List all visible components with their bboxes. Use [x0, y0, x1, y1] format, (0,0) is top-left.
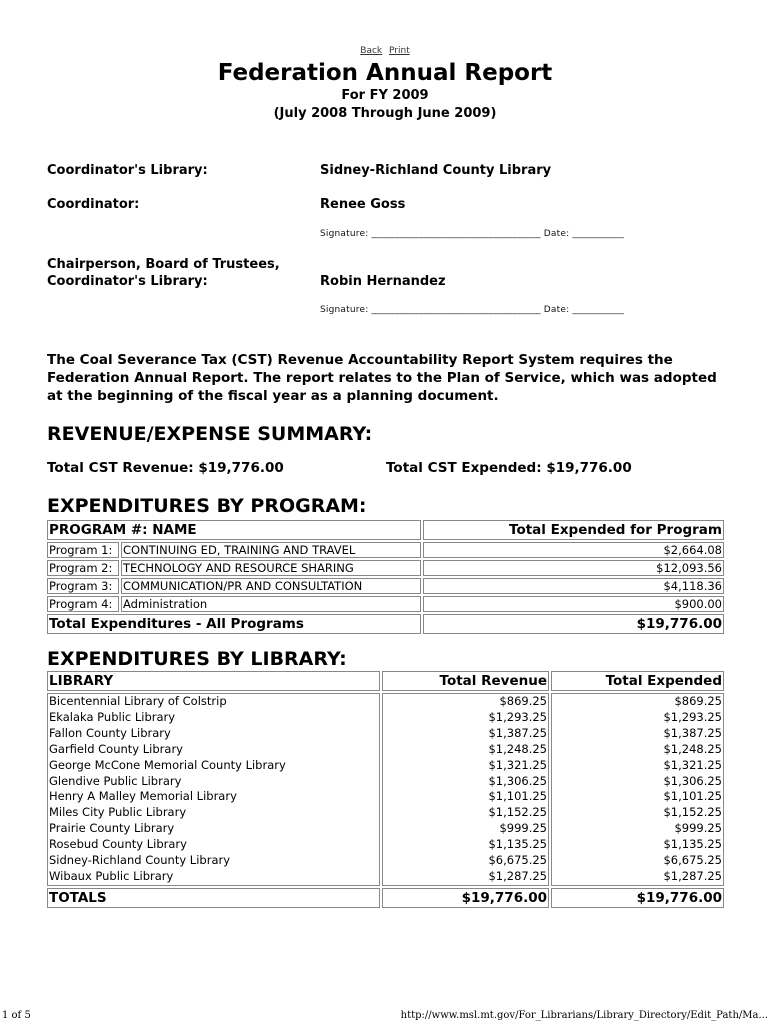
- library-expended: $1,248.25: [663, 741, 722, 756]
- library-revenue: $869.25: [499, 694, 547, 708]
- revenue-header: Total Revenue: [382, 671, 549, 691]
- libraries-body-row: [47, 693, 724, 886]
- library-name: Wibaux Public Library: [49, 868, 174, 883]
- library-revenue: $1,287.25: [488, 868, 547, 883]
- library-name: Prairie County Library: [49, 821, 175, 836]
- intro-paragraph: The Coal Severance Tax (CST) Revenue Accountability Report System requires the Federation Annual Report. The report relates to the Plan of Service, which was adopted at the beginning of the fiscal year as a planning document.: [47, 352, 717, 404]
- print-link[interactable]: Print: [389, 46, 410, 56]
- program-number: Program 4:: [47, 596, 119, 612]
- libraries-totals-expended: $19,776.00: [551, 888, 724, 908]
- program-name: COMMUNICATION/PR AND CONSULTATION: [121, 578, 421, 594]
- library-revenue: $6,675.25: [488, 853, 547, 868]
- chairperson-label-line2: Coordinator's Library:: [47, 274, 208, 289]
- library-expended: $1,321.25: [663, 757, 722, 772]
- libraries-totals-row: [47, 888, 724, 908]
- table-row: [47, 542, 724, 558]
- library-names-cell: [47, 693, 380, 886]
- library-name: Rosebud County Library: [49, 837, 187, 852]
- program-name: TECHNOLOGY AND RESOURCE SHARING: [121, 560, 421, 576]
- libraries-heading: EXPENDITURES BY LIBRARY:: [47, 648, 347, 670]
- library-name: Ekalaka Public Library: [49, 709, 176, 724]
- library-expended: $1,152.25: [663, 805, 722, 820]
- expended-header: Total Expended: [551, 671, 724, 691]
- coordinator-label: Coordinator:: [47, 197, 140, 212]
- library-expended: $1,287.25: [663, 868, 722, 883]
- library-expended-cell: [551, 693, 724, 886]
- back-link[interactable]: Back: [360, 46, 383, 56]
- programs-total-row: [47, 614, 724, 634]
- chairperson-label-line1: Chairperson, Board of Trustees,: [47, 257, 280, 272]
- library-revenue: $1,293.25: [488, 709, 547, 724]
- library-revenue: $1,101.25: [488, 789, 547, 804]
- programs-heading: EXPENDITURES BY PROGRAM:: [47, 495, 367, 517]
- library-revenue: $1,321.25: [488, 757, 547, 772]
- library-name: Henry A Malley Memorial Library: [49, 789, 237, 804]
- library-expended: $1,101.25: [663, 789, 722, 804]
- total-cst-revenue: Total CST Revenue: $19,776.00: [47, 460, 284, 476]
- program-amount: $900.00: [423, 596, 724, 612]
- program-number: Program 3:: [47, 578, 119, 594]
- program-amount: $2,664.08: [423, 542, 724, 558]
- library-name: Garfield County Library: [49, 741, 183, 756]
- program-name-header: PROGRAM #: NAME: [47, 520, 421, 540]
- library-expended: $999.25: [674, 821, 722, 836]
- table-row: [47, 560, 724, 576]
- table-row: [47, 596, 724, 612]
- programs-total-amount: $19,776.00: [423, 614, 724, 634]
- chairperson-value: Robin Hernandez: [320, 274, 446, 289]
- libraries-header-row: [47, 671, 724, 691]
- library-header: LIBRARY: [47, 671, 380, 691]
- coordinator-library-value: Sidney-Richland County Library: [320, 163, 552, 178]
- library-revenue: $1,135.25: [488, 837, 547, 852]
- program-name: CONTINUING ED, TRAINING AND TRAVEL: [121, 542, 421, 558]
- library-expended: $1,387.25: [663, 725, 722, 740]
- library-revenue: $999.25: [499, 821, 547, 836]
- library-expended: $1,293.25: [663, 709, 722, 724]
- library-revenue: $1,387.25: [488, 725, 547, 740]
- program-number: Program 1:: [47, 542, 119, 558]
- program-amount: $12,093.56: [423, 560, 724, 576]
- program-number: Program 2:: [47, 560, 119, 576]
- library-name: Fallon County Library: [49, 725, 171, 740]
- coordinator-value: Renee Goss: [320, 197, 406, 212]
- library-revenue: $1,152.25: [488, 805, 547, 820]
- library-expended: $6,675.25: [663, 853, 722, 868]
- program-total-header: Total Expended for Program: [423, 520, 724, 540]
- table-row: [47, 578, 724, 594]
- program-name: Administration: [121, 596, 421, 612]
- report-title: Federation Annual Report: [217, 60, 553, 86]
- library-name: Miles City Public Library: [49, 805, 187, 820]
- library-expended: $1,306.25: [663, 773, 722, 788]
- library-expended: $869.25: [674, 694, 722, 708]
- report-fy: For FY 2009: [341, 88, 429, 103]
- library-name: George McCone Memorial County Library: [49, 757, 286, 772]
- total-cst-expended: Total CST Expended: $19,776.00: [386, 460, 632, 476]
- libraries-table: [45, 669, 726, 910]
- libraries-totals-revenue: $19,776.00: [382, 888, 549, 908]
- programs-total-label: Total Expenditures - All Programs: [47, 614, 421, 634]
- coordinator-signature-line: Signature: ____________________________________ Date: ___________: [320, 229, 625, 239]
- summary-heading: REVENUE/EXPENSE SUMMARY:: [47, 423, 373, 445]
- report-period: (July 2008 Through June 2009): [273, 106, 497, 121]
- coordinator-library-label: Coordinator's Library:: [47, 163, 208, 178]
- nav-links: [0, 46, 770, 56]
- library-revenue: $1,248.25: [488, 741, 547, 756]
- library-revenue: $1,306.25: [488, 773, 547, 788]
- library-name: Bicentennial Library of Colstrip: [49, 694, 227, 708]
- program-amount: $4,118.36: [423, 578, 724, 594]
- footer-url: http://www.msl.mt.gov/For_Librarians/Library_Directory/Edit_Path/Ma...: [400, 1010, 768, 1021]
- library-name: Sidney-Richland County Library: [49, 853, 231, 868]
- programs-header-row: [47, 520, 724, 540]
- library-name: Glendive Public Library: [49, 773, 182, 788]
- footer-page-number: 1 of 5: [2, 1010, 31, 1021]
- programs-table: [45, 518, 726, 636]
- chairperson-signature-line: Signature: ____________________________________ Date: ___________: [320, 305, 625, 315]
- library-expended: $1,135.25: [663, 837, 722, 852]
- library-revenues-cell: [382, 693, 549, 886]
- libraries-totals-label: TOTALS: [47, 888, 380, 908]
